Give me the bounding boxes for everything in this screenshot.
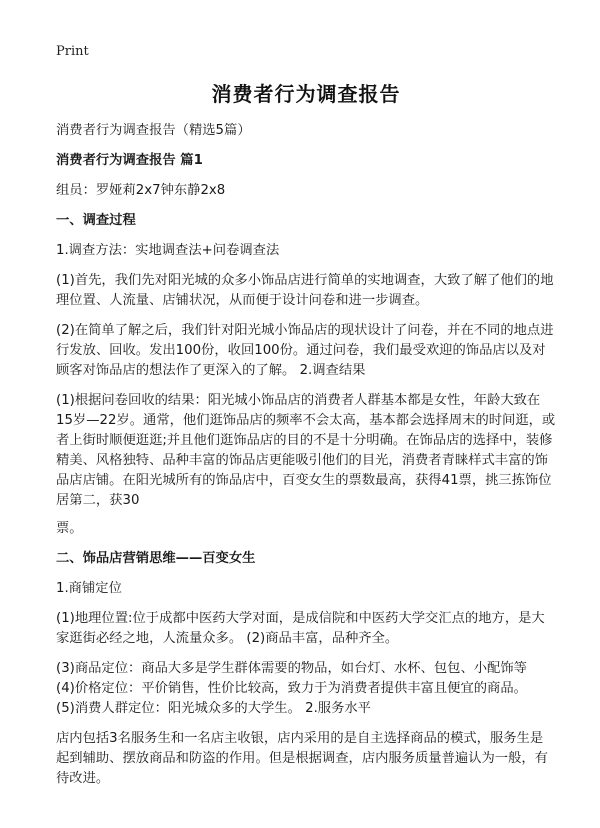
print-link[interactable]: Print — [56, 44, 89, 59]
paragraph-4: (1)地理位置:位于成都中医药大学对面，是成信院和中医药大学交汇点的地方，是大家逛街必经之地，人流量众多。 (2)商品丰富，品种齐全。 — [56, 611, 545, 646]
paragraph-2: (2)在简单了解之后，我们针对阳光城小饰品店的现状设计了问卷，并在不同的地点进行发放、回收。发出100份，收回100份。通过问卷，我们最受欢迎的饰品店以及对顾客对饰品店的想法作了更深入的了解。 2.调查结果 — [56, 323, 554, 378]
heading-survey-process: 一、调查过程 — [56, 213, 136, 228]
section-title: 消费者行为调查报告 篇1 — [56, 153, 203, 168]
document-body — [56, 78, 556, 799]
subtitle: 消费者行为调查报告（精选5篇） — [56, 123, 251, 138]
paragraph-5-line-3: (5)消费人群定位：阳光城众多的大学生。 2.服务水平 — [56, 701, 371, 716]
paragraph-1: (1)首先，我们先对阳光城的众多小饰品店进行简单的实地调查，大致了解了他们的地理位置、人流量、店铺状况，从而便于设计问卷和进一步调查。 — [56, 273, 554, 308]
paragraph-3-end: 票。 — [56, 521, 83, 536]
paragraph-3: (1)根据问卷回收的结果：阳光城小饰品店的消费者人群基本都是女性，年龄大致在15岁—22岁。通常，他们逛饰品店的频率不会太高，基本都会选择周末的时间逛，或者上街时顺便逛逛;并且他们逛饰品店的目的不是十分明确。在饰品店的选择中，装修精美、风格独特、品种丰富的饰品店更能吸引他们的目光，消费者青睐样式丰富的饰品店店铺。在阳光城所有的饰品店中，百变女生的票数最高，获得41票，挑三拣饰位居第二，获30 — [56, 393, 556, 508]
paragraph-5-line-1: (3)商品定位：商品大多是学生群体需要的物品，如台灯、水杯、包包、小配饰等 — [56, 661, 527, 676]
shop-positioning: 1.商铺定位 — [56, 581, 122, 596]
page-title: 消费者行为调查报告 — [211, 82, 401, 106]
paragraph-5-line-2: (4)价格定位：平价销售，性价比较高，致力于为消费者提供丰富且便宜的商品。 — [56, 681, 527, 696]
group-members: 组员：罗娅莉2x7钟东静2x8 — [56, 183, 226, 198]
paragraph-5 — [56, 659, 556, 719]
paragraph-6: 店内包括3名服务生和一名店主收银，店内采用的是自主选择商品的模式，服务生是起到辅助、摆放商品和防盗的作用。但是根据调查，店内服务质量普遍认为一般，有待改进。 — [56, 731, 548, 786]
survey-method: 1.调查方法：实地调查法+问卷调查法 — [56, 243, 280, 258]
heading-marketing: 二、饰品店营销思维——百变女生 — [56, 551, 256, 566]
